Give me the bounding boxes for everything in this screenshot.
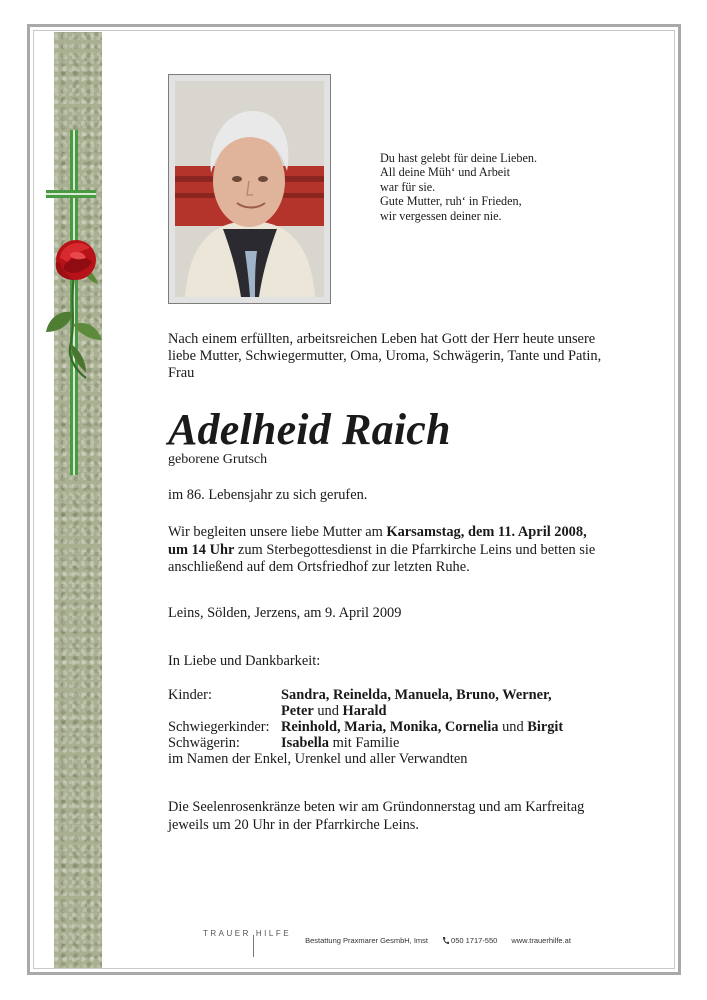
and-text: und (498, 719, 528, 735)
funeral-date: Karsamstag, dem 11. April 2008, (386, 524, 587, 540)
logo-divider (253, 935, 254, 957)
inlaw-name: Birgit (527, 719, 564, 735)
rose-icon (40, 232, 115, 382)
poem-line: wir vergessen deiner nie. (380, 208, 502, 223)
sisterinlaw-firstname: Isabella (281, 735, 329, 751)
inlaws-label: Schwiegerkinder: (168, 719, 270, 735)
memorial-poem (380, 151, 537, 223)
place-date: Leins, Sölden, Jerzens, am 9. April 2009 (168, 605, 402, 621)
maiden-name: geborene Grutsch (168, 452, 268, 467)
inlaw-names: Reinhold, Maria, Monika, Cornelia (281, 719, 499, 735)
funeral-paragraph (168, 524, 618, 577)
family-suffix: mit Familie (328, 735, 400, 751)
footer-phone: 050 1717-550 (451, 935, 498, 945)
funeral-time: um 14 Uhr (168, 541, 235, 558)
footer-company: Bestattung Praxmarer GesmbH, Imst (305, 935, 429, 945)
age-text: im 86. Lebensjahr zu sich gerufen. (168, 487, 368, 503)
sisterinlaw-name (281, 735, 399, 752)
phone-icon (442, 936, 449, 945)
intro-paragraph: Nach einem erfüllten, arbeitsreichen Leben hat Gott der Herr heute unsere liebe Mutter, Schwiegermutter, Oma, Uroma, Schwägerin, Tante und Patin, Frau (168, 331, 602, 381)
rosary-paragraph: Die Seelenrosenkränze beten wir am Gründonnerstag und am Karfreitag jeweils um 20 Uhr in der Pfarrkirche Leins. (168, 799, 585, 833)
footer (203, 929, 571, 951)
poem-line: Gute Mutter, ruh‘ in Frieden, (380, 194, 522, 209)
and-text: und (313, 703, 343, 719)
thanks-heading: In Liebe und Dankbarkeit: (168, 653, 321, 669)
extended-family: im Namen der Enkel, Urenkel und aller Verwandten (168, 751, 468, 767)
poem-line: war für sie. (380, 179, 436, 194)
portrait-photo (168, 74, 331, 304)
child-name: Peter (281, 703, 314, 719)
logo-right: HILFE (255, 929, 292, 938)
funeral-text-start: Wir begleiten unsere liebe Mutter am (168, 524, 387, 540)
poem-line: Du hast gelebt für deine Lieben. (380, 151, 538, 165)
inlaws-names (281, 719, 563, 736)
funeral-text-end: zum Sterbegottesdienst in die Pfarrkirche Leins und betten sie anschließend auf dem Ortsfriedhof zur letzten Ruhe. (168, 541, 596, 575)
poem-line: All deine Müh‘ und Arbeit (380, 165, 510, 180)
sisterinlaw-label: Schwägerin: (168, 735, 240, 751)
children-names-cont (281, 703, 387, 720)
logo-left: TRAUER (203, 929, 251, 938)
portrait-image (175, 81, 324, 297)
child-name: Harald (342, 703, 387, 719)
footer-logo (203, 929, 291, 951)
deceased-name: Adelheid Raich (168, 405, 451, 454)
children-label: Kinder: (168, 687, 212, 703)
footer-website[interactable]: www.trauerhilfe.at (511, 935, 571, 945)
children-names: Sandra, Reinelda, Manuela, Bruno, Werner, (281, 687, 552, 703)
